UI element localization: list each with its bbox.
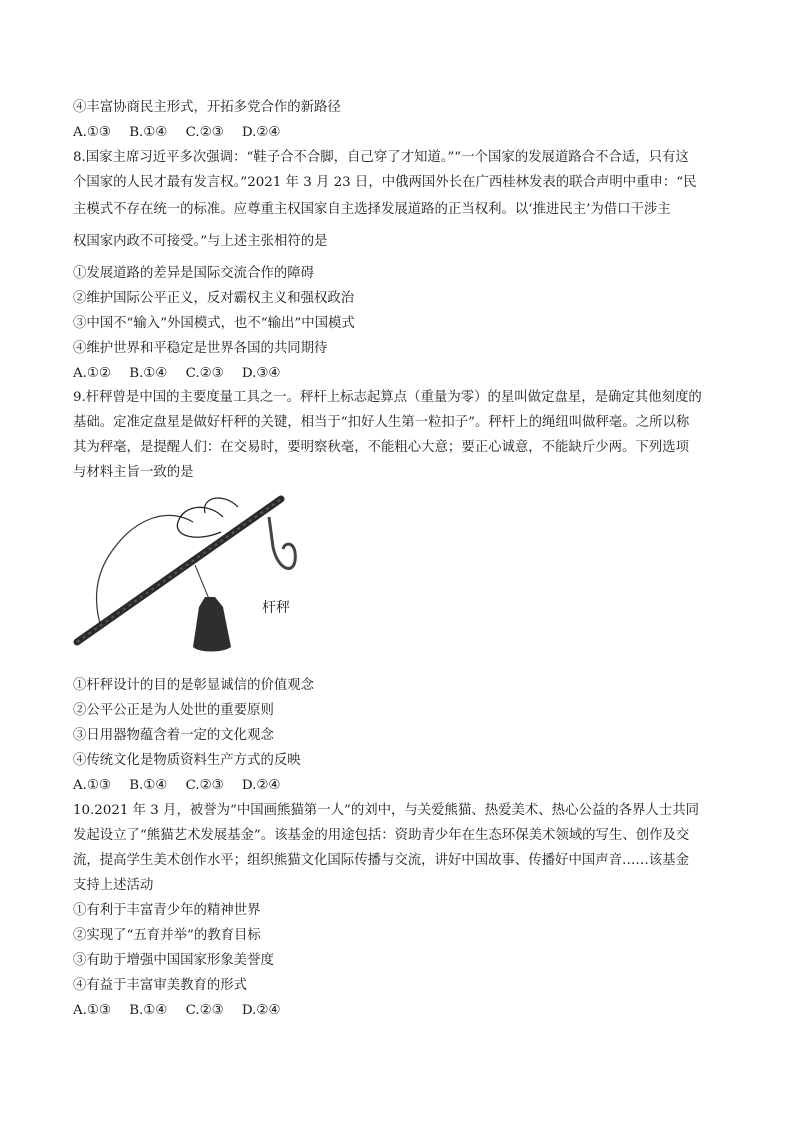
q10-item-4: ④有益于丰富审美教育的形式 [73,978,248,993]
q9-option-a[interactable]: A.①③ [73,778,111,793]
q10-item-1: ①有利于丰富青少年的精神世界 [73,903,261,918]
q10-stem-line-3: 流，提高学生美术创作水平；组织熊猫文化国际传播与交流，讲好中国故事、传播好中国声音……该基金 [73,853,689,868]
q8-stem-line-3: 主模式不存在统一的标准。应尊重主权国家自主选择发展道路的正当权利。以‘推进民主’为借口干涉主 [73,202,671,217]
q8-item-2: ②维护国际公平正义，反对霸权主义和强权政治 [73,291,355,306]
q9-option-c[interactable]: C.②③ [185,778,224,793]
q8-option-a[interactable]: A.①② [73,366,111,381]
q9-item-3: ③日用器物蕴含着一定的文化观念 [73,728,274,743]
q10-options [73,1002,294,1020]
q9-stem-line-3: 其为秤毫，是提醒人们：在交易时，要明察秋毫，不能粗心大意；要正心诚意，不能缺斤少两。下列选项 [73,440,689,455]
q7-option-b[interactable]: B.①④ [129,125,168,140]
q8-item-3: ③中国不“输入”外国模式，也不“输出”中国模式 [73,316,355,331]
q8-item-1: ①发展道路的差异是国际交流合作的障碍 [73,266,315,281]
steelyard-image [73,487,333,657]
q9-item-2: ②公平公正是为人处世的重要原则 [73,703,274,718]
q10-item-2: ②实现了“五育并举”的教育目标 [73,928,261,943]
q8-item-4: ④维护世界和平稳定是世界各国的共同期待 [73,341,328,356]
q9-stem-line-1: 9.杆秤曾是中国的主要度量工具之一。秤杆上标志起算点（重量为零）的星叫做定盘星，是确定其他刻度的 [73,390,702,405]
q10-option-b[interactable]: B.①④ [129,1003,168,1018]
q9-stem-line-4: 与材料主旨一致的是 [73,465,194,480]
q8-option-c[interactable]: C.②③ [185,366,224,381]
q10-option-c[interactable]: C.②③ [185,1003,224,1018]
q8-stem-line-2: 个国家的人民才最有发言权。”2021 年 3 月 23 日，中俄两国外长在广西桂林发表的联合声明中重申：“民 [73,175,697,190]
q7-option-d[interactable]: D.②④ [241,125,281,140]
q9-option-b[interactable]: B.①④ [129,778,168,793]
q9-item-4: ④传统文化是物质资料生产方式的反映 [73,753,301,768]
q8-options [73,365,294,383]
q10-option-d[interactable]: D.②④ [241,1003,281,1018]
q7-options [73,124,294,142]
q9-item-1: ①杆秤设计的目的是彰显诚信的价值观念 [73,678,315,693]
q8-stem-line-4: 权国家内政不可接受。”与上述主张相符的是 [73,234,328,249]
q7-option-c[interactable]: C.②③ [185,125,224,140]
q7-item-4: ④丰富协商民主形式，开拓多党合作的新路径 [73,100,341,115]
q7-option-a[interactable]: A.①③ [73,125,111,140]
q10-stem-line-4: 支持上述活动 [73,878,154,893]
q9-options [73,777,294,795]
q9-option-d[interactable]: D.②④ [241,778,281,793]
q10-item-3: ③有助于增强中国国家形象美誉度 [73,953,274,968]
q8-option-b[interactable]: B.①④ [129,366,168,381]
q9-stem-line-2: 基础。定准定盘星是做好杆秤的关键，相当于“扣好人生第一粒扣子”。秤杆上的绳纽叫做秤毫。之所以称 [73,415,690,430]
q8-option-d[interactable]: D.③④ [241,366,281,381]
steelyard-caption: 杆秤 [262,600,290,616]
q10-option-a[interactable]: A.①③ [73,1003,111,1018]
q10-stem-line-2: 发起设立了“熊猫艺术发展基金”。该基金的用途包括：资助青少年在生态环保美术领域的写生、创作及交 [73,828,690,843]
q10-stem-line-1: 10.2021 年 3 月，被誉为“中国画熊猫第一人”的刘中，与关爱熊猫、热爱美术、热心公益的各界人士共同 [73,803,699,818]
q8-stem-line-1: 8.国家主席习近平多次强调：“鞋子合不合脚，自己穿了才知道。”“一个国家的发展道路合不合适，只有这 [73,150,689,165]
